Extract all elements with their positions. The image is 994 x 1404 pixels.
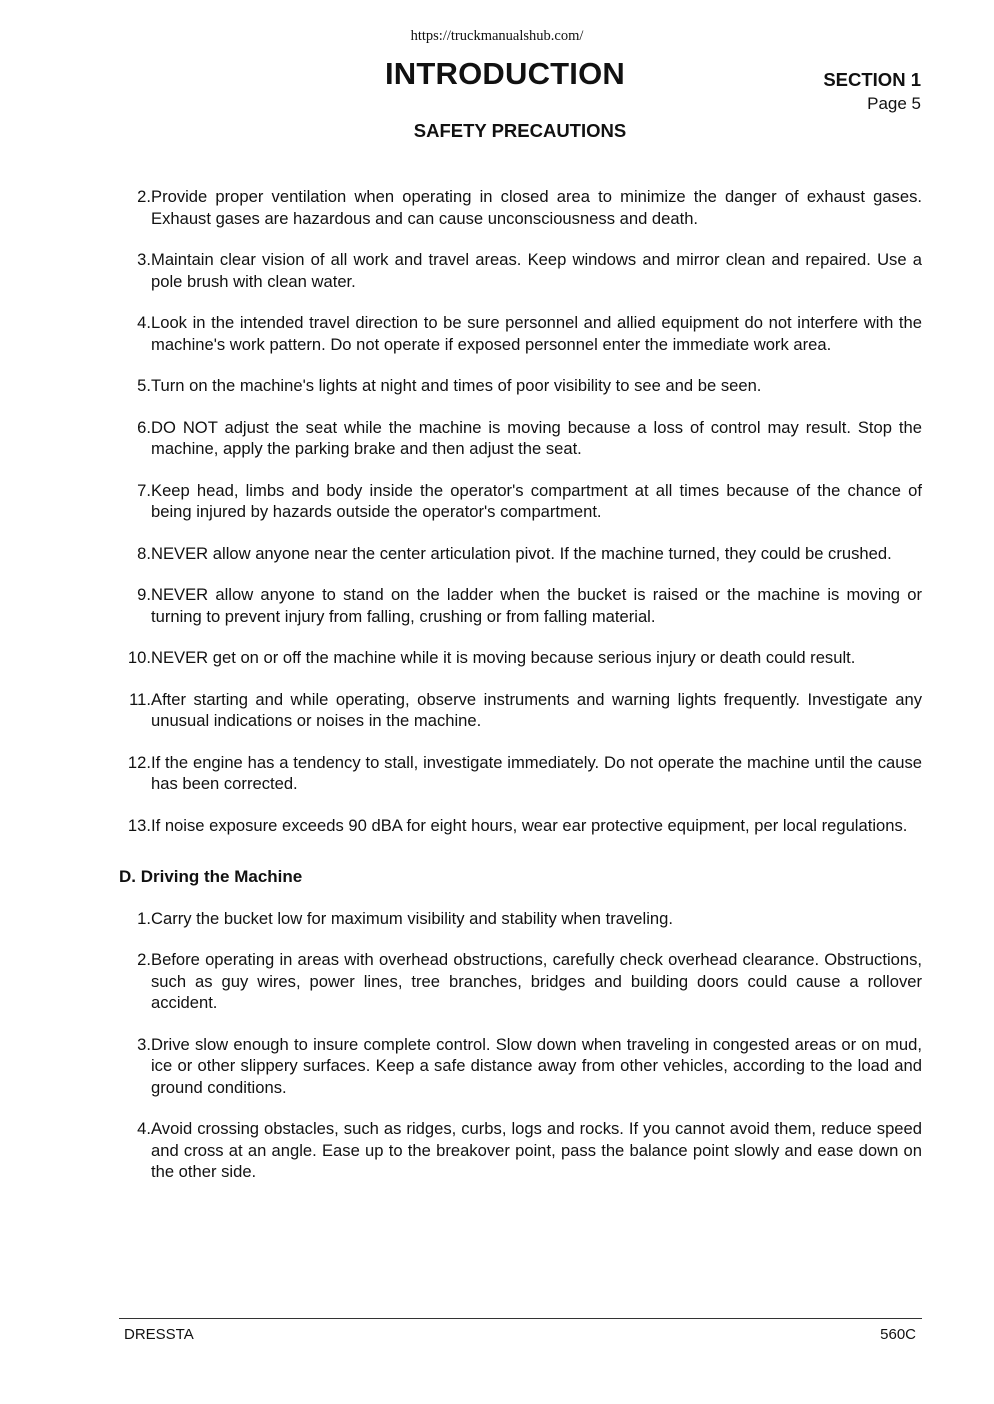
item-number: 4. — [137, 313, 151, 332]
item-text: Avoid crossing obstacles, such as ridges, curbs, logs and rocks. If you cannot avoid them, reduce speed and cross at an angle. Ease up to the breakover point, pass the balance point slowly and ease down on the other side. — [151, 1119, 922, 1181]
document-body — [0, 186, 994, 1203]
item-text: If the engine has a tendency to stall, investigate immediately. Do not operate the machine until the cause has been corrected. — [151, 752, 922, 793]
item-text: Turn on the machine's lights at night and times of poor visibility to see and be seen. — [151, 376, 762, 395]
item-number: 2. — [137, 187, 151, 206]
item-number: 3. — [137, 250, 151, 269]
page-subtitle: SAFETY PRECAUTIONS — [413, 120, 627, 141]
item-number: 8. — [137, 543, 151, 563]
item-number: 11. — [129, 689, 151, 709]
footer-brand: DRESSTA — [124, 1326, 194, 1343]
list-item — [137, 375, 922, 397]
item-text: Provide proper ventilation when operating in closed area to minimize the danger of exhaust gases. Exhaust gases are hazardous and can cause unconsciousness and death. — [151, 187, 922, 228]
list-item — [127, 815, 922, 837]
item-text: Before operating in areas with overhead obstructions, carefully check overhead clearance. Obstructions, such as guy wires, power lines, tree branches, bridges and building doors could cause a rollover accident. — [151, 950, 922, 1012]
item-number: 9. — [137, 585, 151, 604]
item-text: Keep head, limbs and body inside the operator's compartment at all times because of the chance of being injured by hazards outside the operator's compartment. — [151, 480, 922, 521]
list-item — [137, 584, 922, 627]
item-number: 6. — [137, 417, 151, 437]
item-number: 10. — [127, 648, 151, 667]
list-item — [137, 186, 922, 229]
list-item — [137, 417, 922, 460]
item-number: 3. — [137, 1034, 151, 1054]
item-text: NEVER allow anyone near the center articulation pivot. If the machine turned, they could be crushed. — [151, 543, 892, 563]
source-url[interactable]: https://truckmanualshub.com/ — [410, 28, 584, 44]
item-text: Maintain clear vision of all work and travel areas. Keep windows and mirror clean and repaired. Use a pole brush with clean water. — [151, 250, 922, 291]
footer-divider — [119, 1318, 922, 1319]
list-item — [137, 949, 922, 1014]
item-text: Look in the intended travel direction to be sure personnel and allied equipment do not interfere with the machine's work pattern. Do not operate if exposed personnel enter the immediate work area. — [151, 313, 922, 354]
list-item — [127, 647, 922, 669]
item-number: 2. — [137, 950, 151, 969]
list-item — [129, 689, 922, 732]
list-item — [137, 249, 922, 292]
item-text: After starting and while operating, observe instruments and warning lights frequently. Investigate any unusual indications or noises in the machine. — [151, 689, 922, 730]
item-text: Carry the bucket low for maximum visibility and stability when traveling. — [151, 908, 673, 928]
item-number: 12. — [127, 752, 151, 772]
item-text: If noise exposure exceeds 90 dBA for eight hours, wear ear protective equipment, per local regulations. — [151, 815, 908, 835]
item-number: 4. — [137, 1119, 151, 1138]
section-label: SECTION 1 — [823, 69, 921, 90]
list-item — [127, 752, 922, 795]
item-number: 1. — [137, 908, 151, 928]
list-item — [137, 480, 922, 523]
item-text: NEVER get on or off the machine while it is moving because serious injury or death could result. — [151, 648, 856, 667]
item-number: 13. — [127, 815, 151, 835]
list-item — [137, 1118, 922, 1183]
item-text: NEVER allow anyone to stand on the ladder when the bucket is raised or the machine is moving or turning to prevent injury from falling, crushing or from falling material. — [151, 585, 922, 626]
list-item — [137, 312, 922, 355]
item-text: Drive slow enough to insure complete control. Slow down when traveling in congested areas or on mud, ice or other slippery surfaces. Keep a safe distance away from other vehicles, according to the load and ground conditions. — [151, 1034, 922, 1097]
list-item — [137, 1034, 922, 1099]
page-number: Page 5 — [867, 94, 921, 113]
item-number: 5. — [137, 376, 151, 395]
list-item — [137, 543, 922, 565]
list-item — [137, 908, 922, 930]
section-heading: D. Driving the Machine — [119, 867, 303, 886]
page-title: INTRODUCTION — [384, 56, 626, 91]
footer-model: 560C — [880, 1326, 916, 1343]
item-number: 7. — [137, 480, 151, 500]
item-text: DO NOT adjust the seat while the machine is moving because a loss of control may result. Stop the machine, apply the parking brake and then adjust the seat. — [151, 417, 922, 458]
